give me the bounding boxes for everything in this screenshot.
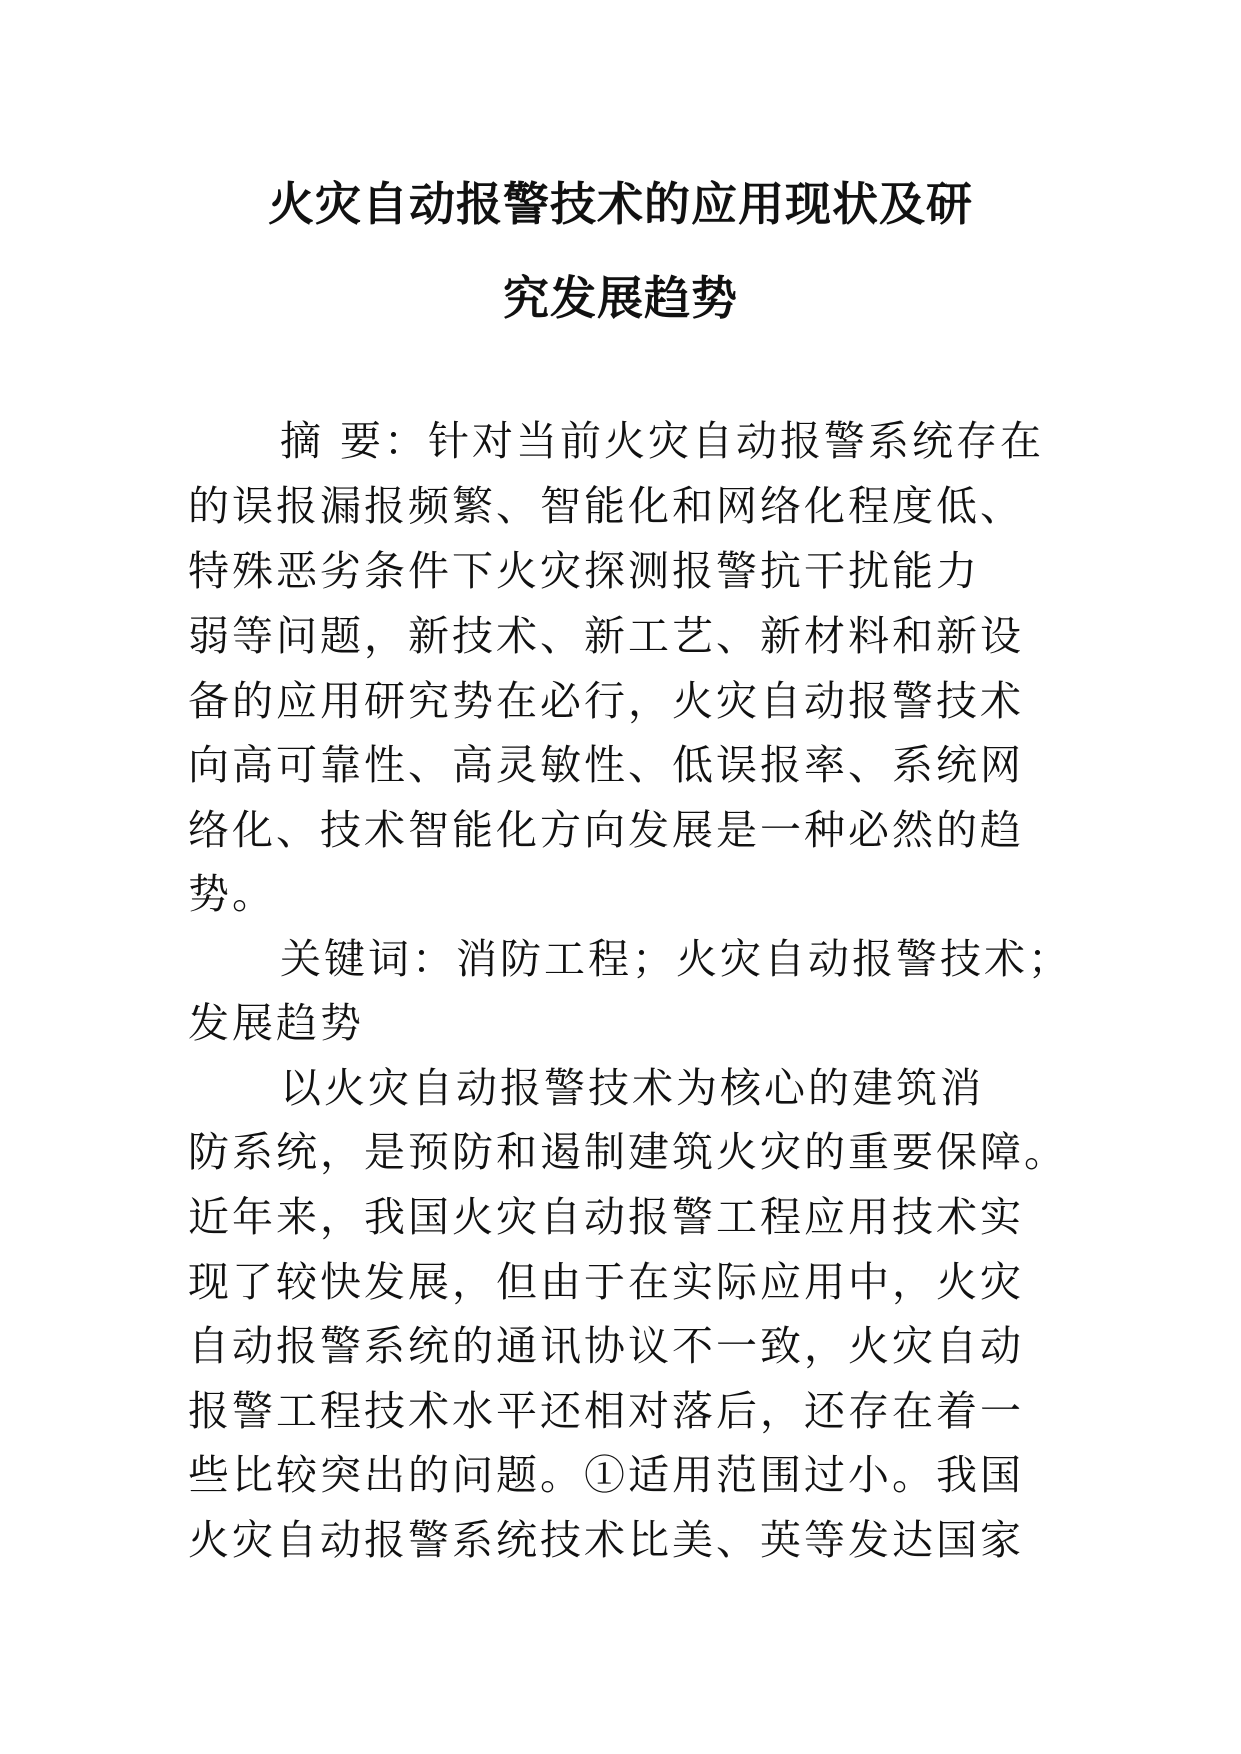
abstract-line-6: 向高可靠性、高灵敏性、低误报率、系统网 bbox=[188, 741, 1024, 789]
abstract-line-7: 络化、技术智能化方向发展是一种必然的趋 bbox=[188, 806, 1024, 854]
abstract-line-5: 备的应用研究势在必行，火灾自动报警技术 bbox=[188, 677, 1024, 725]
abstract-line-8: 势。 bbox=[188, 870, 276, 918]
body-line-1: 以火灾自动报警技术为核心的建筑消 bbox=[280, 1064, 984, 1112]
body-line-5: 自动报警系统的通讯协议不一致，火灾自动 bbox=[188, 1322, 1024, 1370]
document-title-line-1: 火灾自动报警技术的应用现状及研 bbox=[268, 177, 973, 231]
body-line-7: 些比较突出的问题。①适用范围过小。我国 bbox=[188, 1451, 1024, 1499]
abstract-line-3: 特殊恶劣条件下火灾探测报警抗干扰能力 bbox=[188, 547, 980, 595]
abstract-line-1: 摘 要：针对当前火灾自动报警系统存在 bbox=[280, 417, 1045, 465]
body-line-4: 现了较快发展，但由于在实际应用中，火灾 bbox=[188, 1258, 1024, 1306]
abstract-line-2: 的误报漏报频繁、智能化和网络化程度低、 bbox=[188, 482, 1024, 530]
keywords-line-1: 关键词：消防工程；火灾自动报警技术； bbox=[280, 935, 1072, 983]
keywords-line-2: 发展趋势 bbox=[188, 999, 364, 1047]
body-line-8: 火灾自动报警系统技术比美、英等发达国家 bbox=[188, 1516, 1024, 1564]
body-line-3: 近年来，我国火灾自动报警工程应用技术实 bbox=[188, 1193, 1024, 1241]
body-line-6: 报警工程技术水平还相对落后，还存在着一 bbox=[188, 1387, 1024, 1435]
body-line-2: 防系统，是预防和遏制建筑火灾的重要保障。 bbox=[188, 1128, 1068, 1176]
document-title-line-2: 究发展趋势 bbox=[503, 271, 738, 325]
abstract-line-4: 弱等问题，新技术、新工艺、新材料和新设 bbox=[188, 612, 1024, 660]
